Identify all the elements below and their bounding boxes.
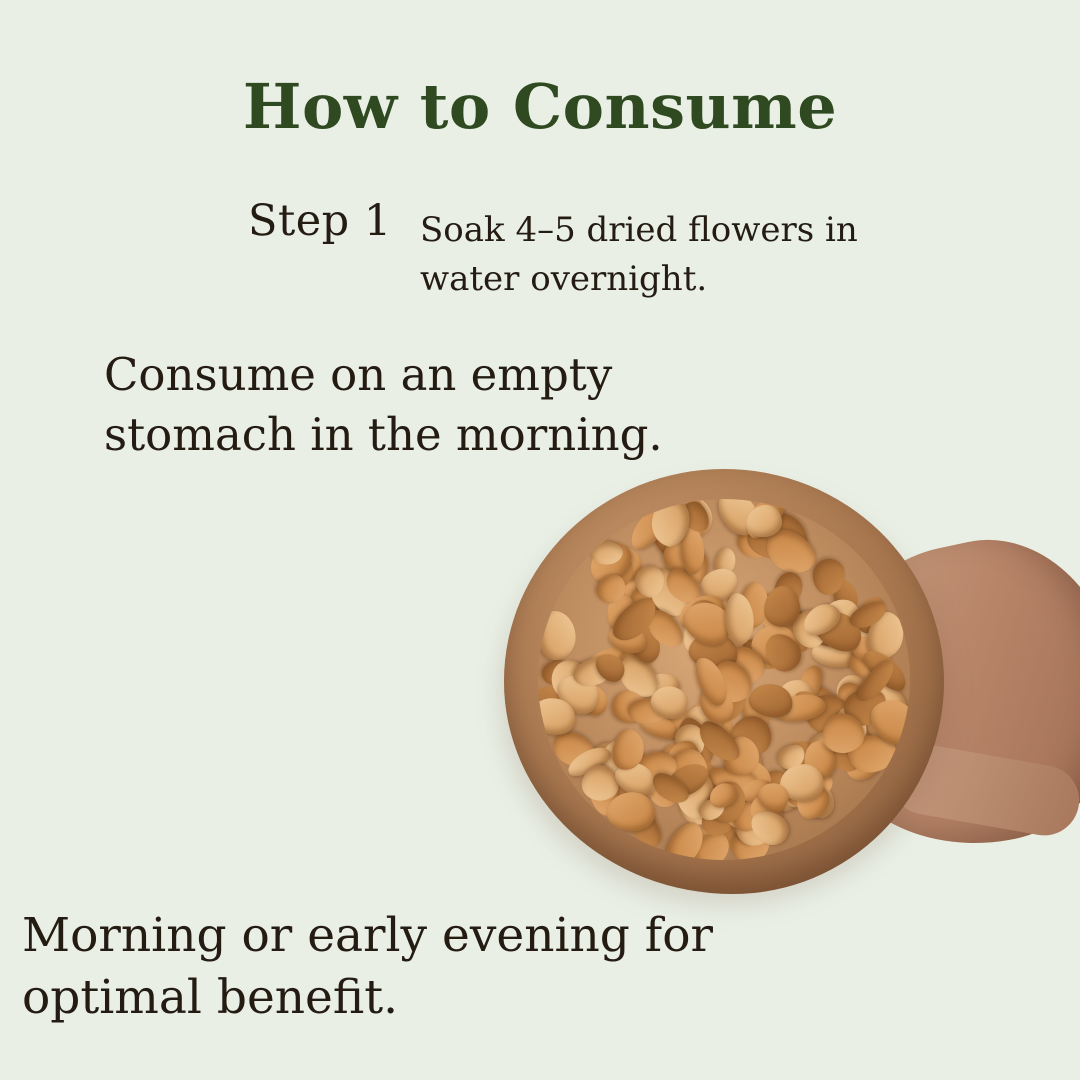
bowl-photo xyxy=(490,455,1080,915)
step-1-text: Soak 4–5 dried flowers in water overnight. xyxy=(420,210,858,300)
bowl-contents xyxy=(538,499,910,860)
dried-flower-piece xyxy=(764,585,801,626)
dried-flower-piece xyxy=(538,611,577,661)
note-optimal-timing: Morning or early evening for optimal benefit. xyxy=(22,908,713,1026)
note-morning-empty-stomach: Consume on an empty stomach in the morning. xyxy=(104,348,663,461)
page-title: How to Consume xyxy=(242,70,838,143)
step-1-label: Step 1 xyxy=(248,196,392,246)
wooden-bowl xyxy=(504,469,944,894)
